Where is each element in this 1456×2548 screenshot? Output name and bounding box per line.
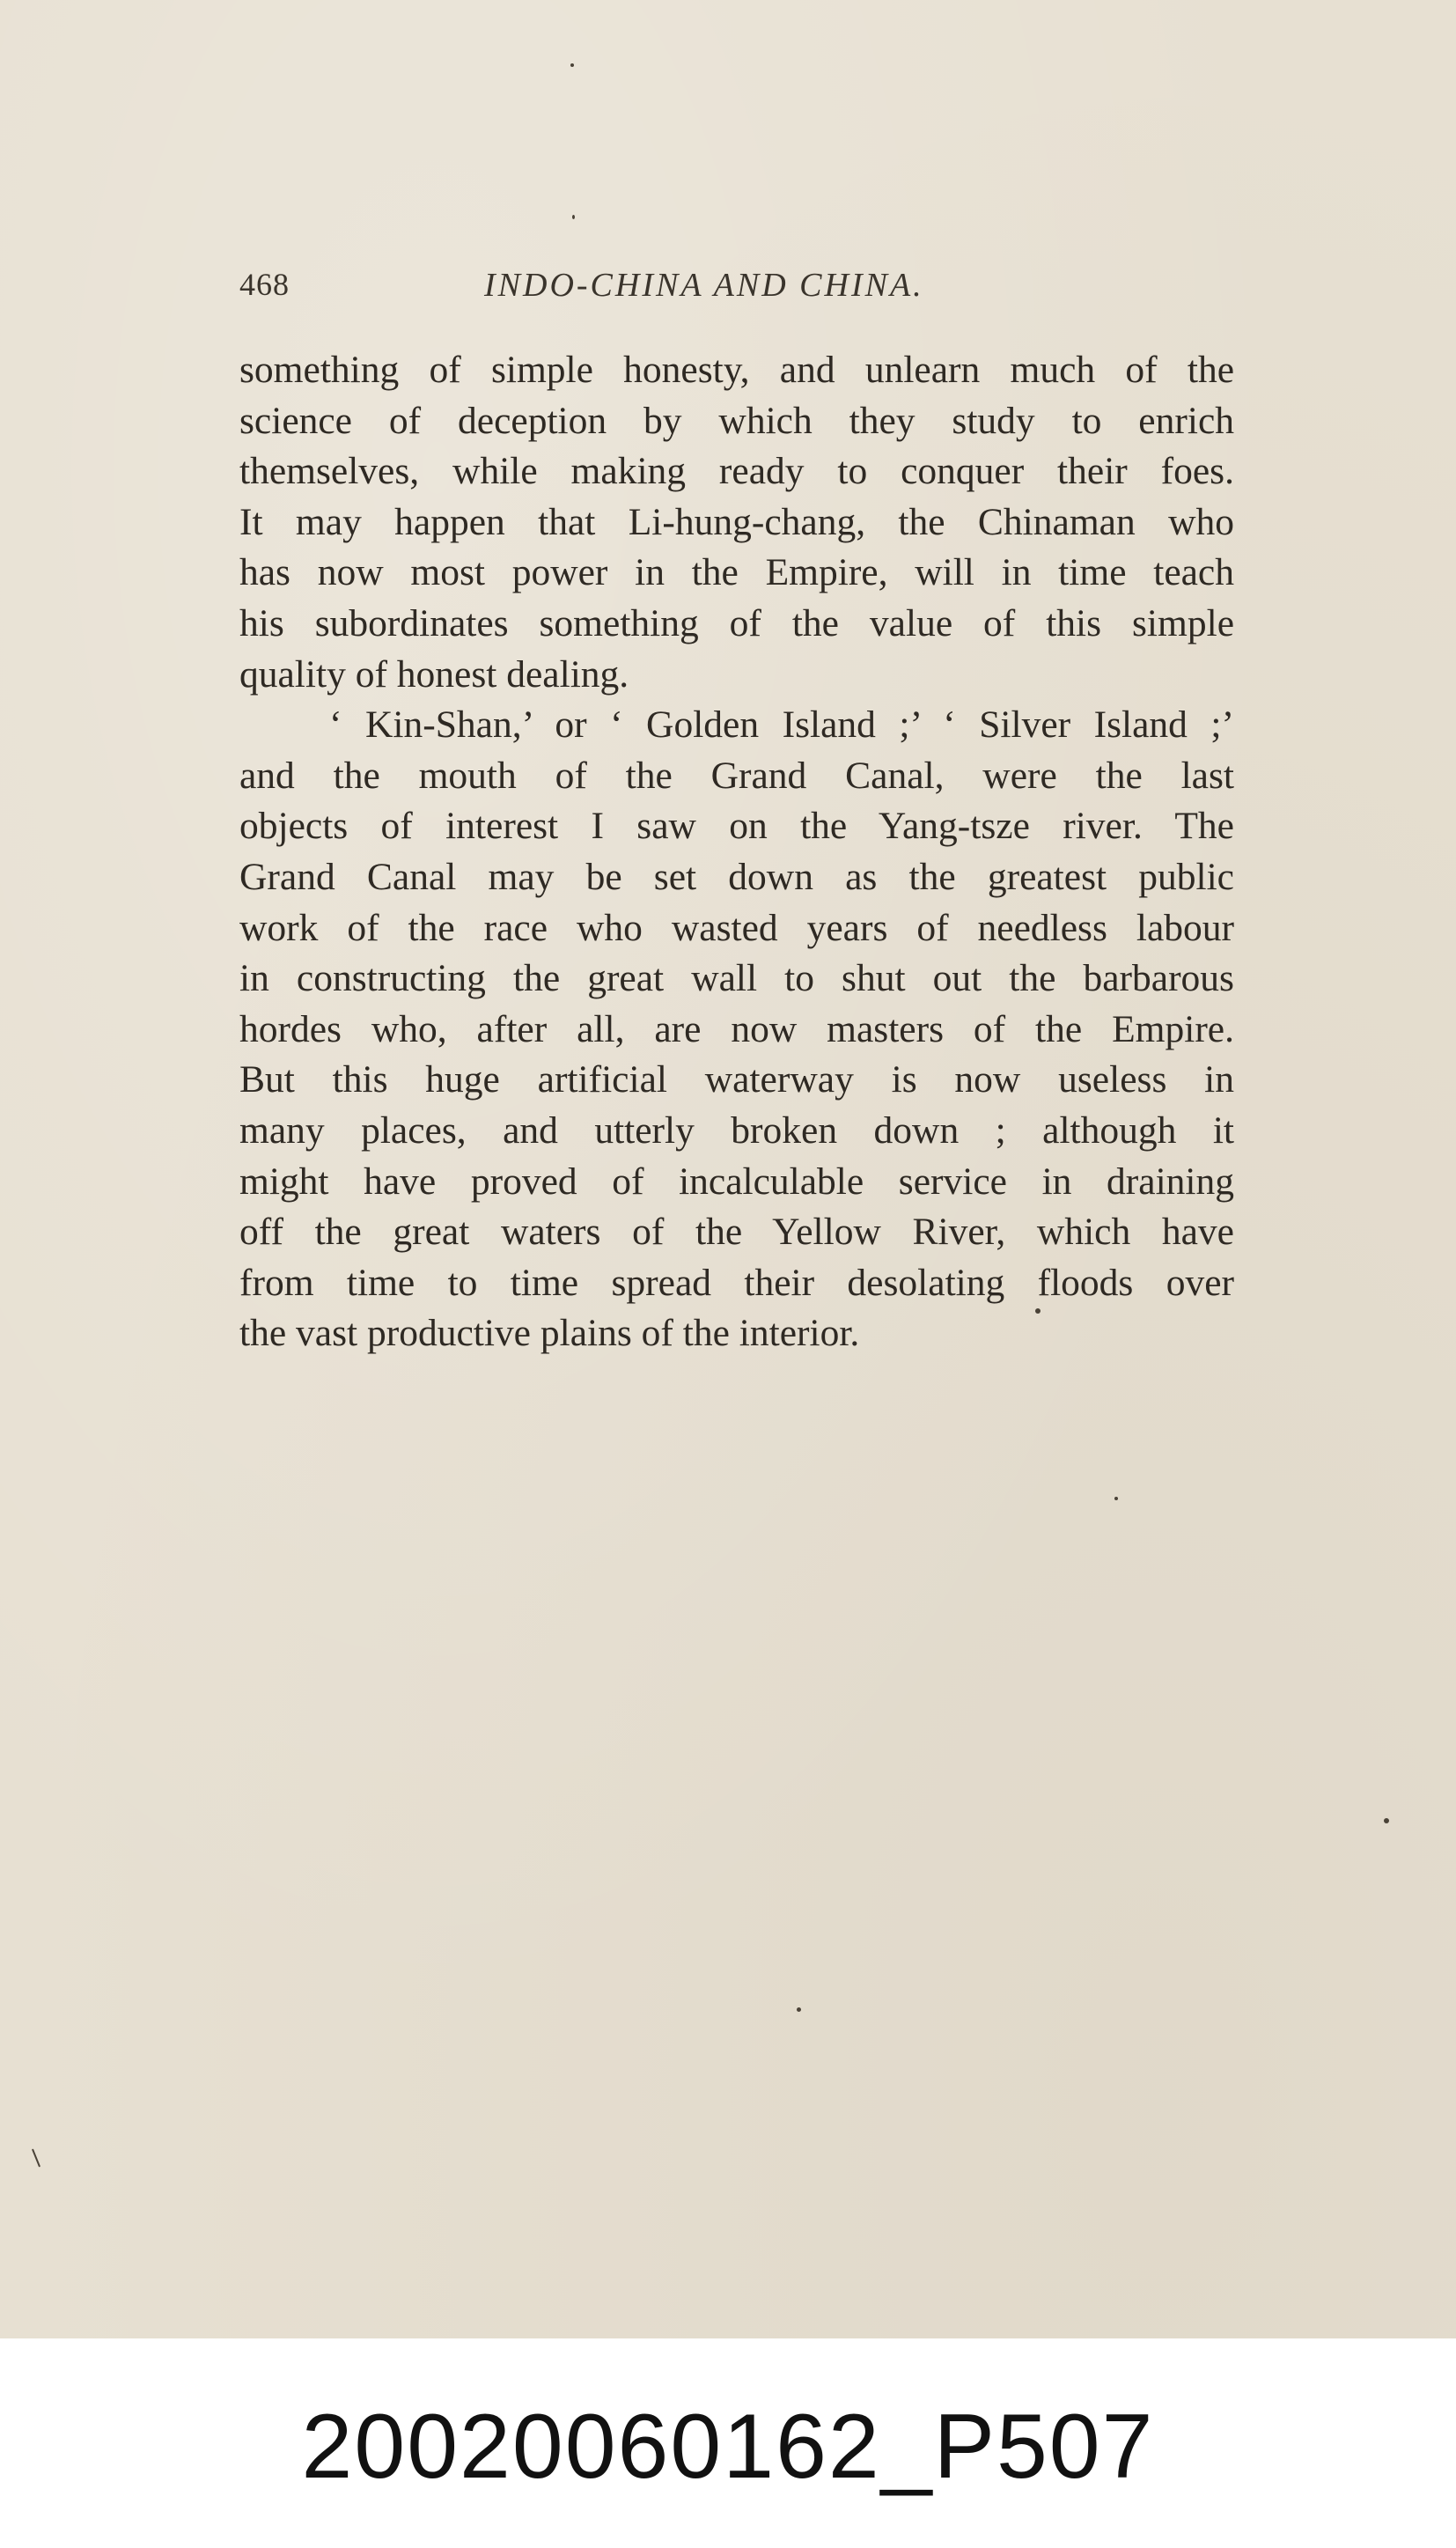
text-line: science of deception by which they study to enrich xyxy=(239,399,1234,442)
running-title: INDO-CHINA AND CHINA. xyxy=(484,267,924,304)
text-line: from time to time spread their desolating floods over xyxy=(239,1261,1234,1304)
paper-speck xyxy=(572,215,575,219)
paper-speck xyxy=(1384,1818,1389,1823)
text-line: the vast productive plains of the interior. xyxy=(239,1312,860,1355)
text-line: themselves, while making ready to conquer their foes. xyxy=(239,450,1234,493)
text-line: might have proved of incalculable service in draining xyxy=(239,1160,1234,1203)
text-line: many places, and utterly broken down ; although it xyxy=(239,1108,1234,1152)
paper-speck xyxy=(32,2148,40,2167)
body-text xyxy=(239,345,1234,1359)
text-line: work of the race who wasted years of needless labour xyxy=(239,906,1234,949)
running-head xyxy=(239,266,1234,310)
text-line: It may happen that Li-hung-chang, the Chinaman who xyxy=(239,500,1234,543)
text-line: and the mouth of the Grand Canal, were the last xyxy=(239,754,1234,797)
paper-speck xyxy=(1114,1497,1118,1500)
paper-speck xyxy=(570,63,574,67)
page-number: 468 xyxy=(239,267,290,302)
text-line: off the great waters of the Yellow River, which have xyxy=(239,1211,1234,1254)
text-line: his subordinates something of the value of this simple xyxy=(239,601,1234,644)
text-line: objects of interest I saw on the Yang-tsze river. The xyxy=(239,805,1234,848)
text-line: ‘ Kin-Shan,’ or ‘ Golden Island ;’ ‘ Silver Island ;’ xyxy=(329,703,1234,747)
text-line: quality of honest dealing. xyxy=(239,652,629,696)
text-line: something of simple honesty, and unlearn much of the xyxy=(239,349,1234,391)
text-line: Grand Canal may be set down as the greatest public xyxy=(239,855,1234,898)
text-line: But this huge artificial waterway is now useless in xyxy=(239,1058,1234,1101)
text-line: hordes who, after all, are now masters of the Empire. xyxy=(239,1007,1234,1050)
image-id-label: 20020060162_P507 xyxy=(301,2396,1155,2498)
footer xyxy=(0,2338,1456,2548)
text-line: in constructing the great wall to shut out the barbarous xyxy=(239,957,1234,1000)
paper-speck xyxy=(1035,1308,1041,1314)
paper-speck xyxy=(797,2007,801,2012)
text-line: has now most power in the Empire, will in time teach xyxy=(239,551,1234,594)
